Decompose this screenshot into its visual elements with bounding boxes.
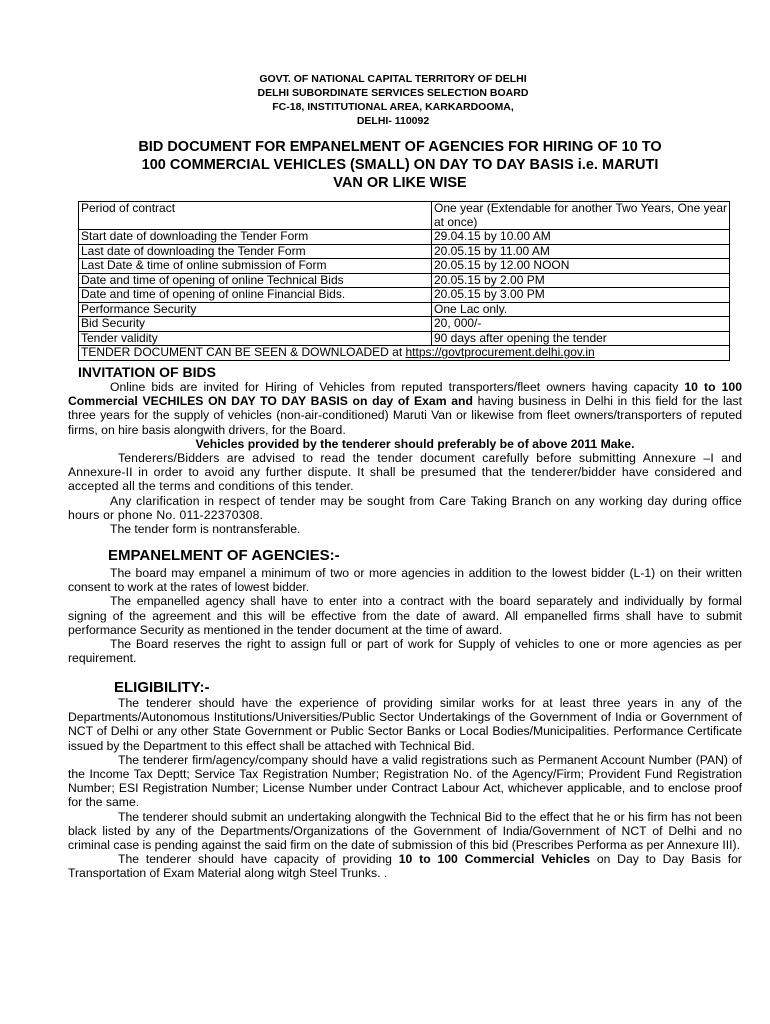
paragraph: The tenderer should have the experience of providing similar works for at least three years in any of the Departments/Autonomous Institutions/Universities/Public Sector Undertakings of the Government of India or Government of NCT of Delhi or any other State Government or Public Sector Banks or Local Bodies/Municipalities. Performance Certificate issued by the Department to this effect shall be attached with Technical Bid. <box>68 696 742 753</box>
paragraph <box>68 852 742 880</box>
row-value: 20.05.15 by 12.00 NOON <box>432 259 730 274</box>
row-label: Bid Security <box>79 317 432 332</box>
title-line: BID DOCUMENT FOR EMPANELMENT OF AGENCIES FOR HIRING OF 10 TO <box>138 139 662 155</box>
table-row <box>79 230 730 245</box>
section-heading-invitation: INVITATION OF BIDS <box>78 364 216 380</box>
paragraph <box>68 380 742 437</box>
header-line: DELHI SUBORDINATE SERVICES SELECTION BOARD <box>257 87 529 99</box>
row-value: 20.05.15 by 3.00 PM <box>432 288 730 303</box>
row-label: Period of contract <box>79 202 432 230</box>
row-value: 20.05.15 by 11.00 AM <box>432 244 730 259</box>
bold-run: Vehicles provided by the tenderer should preferably be of above 2011 Make. <box>195 436 635 451</box>
row-label: Performance Security <box>79 302 432 317</box>
paragraph: The tenderer should submit an undertaking alongwith the Technical Bid to the effect that he or his firm has not been black listed by any of the Departments/Organizations of the Government of India/Government of NCT of Delhi and no criminal case is pending against the said firm on the date of submission of this bid (Prescribes Performa as per Annexure III). <box>68 809 742 853</box>
table-row <box>79 273 730 288</box>
paragraph: The tenderer firm/agency/company should have a valid registrations such as Permanent Account Number (PAN) of the Income Tax Deptt; Service Tax Registration Number; Registration No. of the Agency/Firm; Provident Fund Registration Number; ESI Registration Number; License Number under Contract Labour Act, whichever applicable, and to enclose proof for the same. <box>68 752 742 810</box>
paragraph: Any clarification in respect of tender may be sought from Care Taking Branch on any working day during office hours or phone No. 011-22370308. <box>68 493 742 522</box>
row-value: 20, 000/- <box>432 317 730 332</box>
paragraph: Tenderers/Bidders are advised to read the tender document carefully before submitting Annexure –I and Annexure-II in order to avoid any further dispute. It shall be presumed that the tenderer/bidder have considered and accepted all the terms and conditions of this tender. <box>68 451 742 494</box>
text-run: having business in Delhi in this field for the last three years for the supply of vehicles (non-air-conditioned) Maruti Van or likewise from fleet owners/transporters of reputed firms, on hire basis alongwith drivers, for the Board. <box>68 394 743 437</box>
row-label: Last date of downloading the Tender Form <box>79 244 432 259</box>
invitation-section <box>68 380 742 536</box>
table-row <box>79 202 730 230</box>
download-note <box>79 346 730 361</box>
header-line: DELHI- 110092 <box>356 115 430 127</box>
row-value: One year (Extendable for another Two Years, One year at once) <box>432 202 730 230</box>
empanelment-section <box>68 566 742 665</box>
table-row <box>79 244 730 259</box>
paragraph: The empanelled agency shall have to enter into a contract with the board separately and individually by formal signing of the agreement and this will be effective from the date of award. All empanelled firms shall have to submit performance Security as mentioned in the tender document at the time of award. <box>68 594 742 637</box>
document-title <box>60 138 740 192</box>
row-value: 29.04.15 by 10.00 AM <box>432 230 730 245</box>
table-row <box>79 346 730 361</box>
eligibility-section <box>68 696 742 881</box>
download-link[interactable]: https://govtprocurement.delhi.gov.in <box>405 345 595 359</box>
table-row <box>79 317 730 332</box>
table-row <box>79 302 730 317</box>
row-label: Start date of downloading the Tender Form <box>79 230 432 245</box>
download-note-text: TENDER DOCUMENT CAN BE SEEN & DOWNLOADED at <box>81 345 406 359</box>
paragraph <box>88 437 742 451</box>
table-row <box>79 331 730 346</box>
table-row <box>79 259 730 274</box>
paragraph: The Board reserves the right to assign full or part of work for Supply of vehicles to one or more agencies as per requirement. <box>68 637 742 666</box>
section-heading-eligibility: ELIGIBILITY:- <box>114 679 210 696</box>
letterhead <box>0 72 770 128</box>
row-label: Date and time of opening of online Technical Bids <box>79 273 432 288</box>
bold-run: 10 to 100 Commercial Vehicles <box>398 852 590 867</box>
row-value: 20.05.15 by 2.00 PM <box>432 273 730 288</box>
row-label: Tender validity <box>79 331 432 346</box>
paragraph: The tender form is nontransferable. <box>110 522 301 537</box>
row-label: Last Date & time of online submission of Form <box>79 259 432 274</box>
schedule-table <box>78 201 730 361</box>
row-label: Date and time of opening of online Financial Bids. <box>79 288 432 303</box>
header-line: GOVT. OF NATIONAL CAPITAL TERRITORY OF DELHI <box>259 73 527 85</box>
text-run: on Day to Day Basis for Transportation of Exam Material along witgh Steel Trunks. . <box>68 852 742 881</box>
table-row <box>79 288 730 303</box>
paragraph: The board may empanel a minimum of two or more agencies in addition to the lowest bidder (L-1) on their written consent to work at the rates of lowest bidder. <box>68 566 742 595</box>
text-run: The tenderer should have capacity of providing <box>118 852 399 867</box>
row-value: One Lac only. <box>432 302 730 317</box>
header-line: FC-18, INSTITUTIONAL AREA, KARKARDOOMA, <box>272 101 514 113</box>
title-line: VAN OR LIKE WISE <box>333 175 467 191</box>
text-run: Online bids are invited for Hiring of Vehicles from reputed transporters/fleet owners having capacity <box>110 380 685 394</box>
bold-run: 10 to 100 Commercial VECHILES ON DAY TO DAY BASIS on day of Exam and <box>68 380 742 409</box>
row-value: 90 days after opening the tender <box>432 331 730 346</box>
title-line: 100 COMMERCIAL VEHICLES (SMALL) ON DAY TO DAY BASIS i.e. MARUTI <box>141 157 659 173</box>
section-heading-empanelment: EMPANELMENT OF AGENCIES:- <box>108 547 340 564</box>
